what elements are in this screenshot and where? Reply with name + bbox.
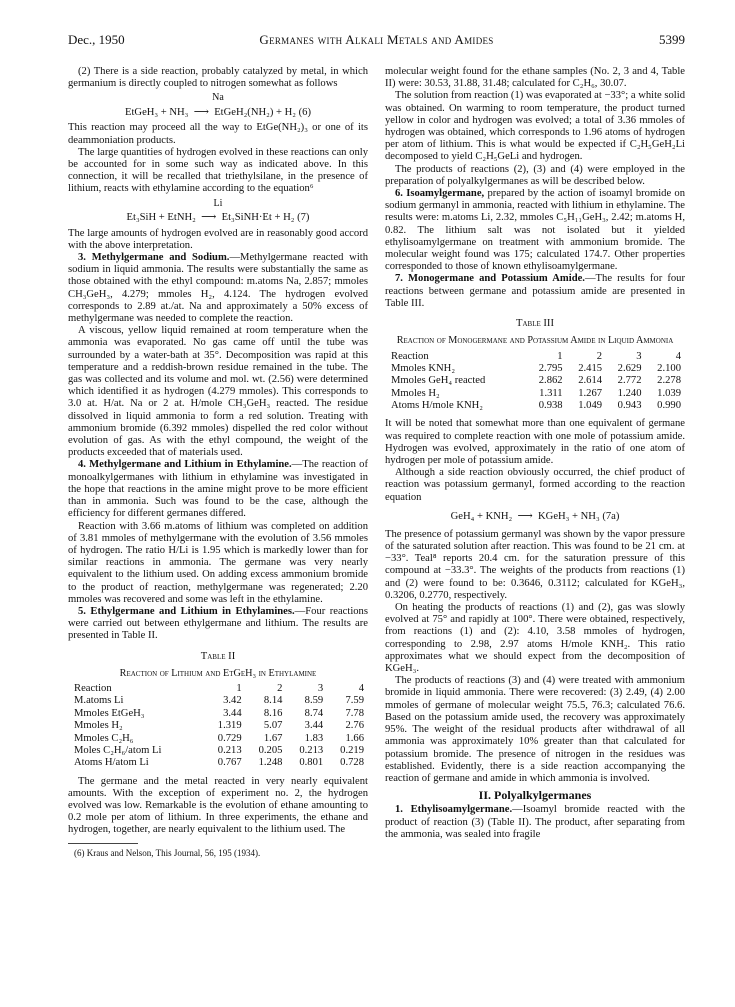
table-2 xyxy=(68,683,368,770)
table-cell: 0.943 xyxy=(617,400,642,412)
left-column xyxy=(68,66,368,859)
table-cell: 2.795 xyxy=(538,362,563,374)
table-cell: 1 xyxy=(557,350,563,362)
equation-rhs: KGeH₃ + NH₃ xyxy=(538,510,600,522)
equation-lhs: GeH₄ + KNH₂ xyxy=(450,510,513,522)
table-cell: 1.240 xyxy=(617,387,642,399)
table-cell: 1.248 xyxy=(258,757,283,769)
paragraph: Although a side reaction obviously occurred, the chief product of reaction was potassium germanyl, formed according to the reaction equation xyxy=(385,467,685,503)
table-cell: 1 xyxy=(236,683,242,695)
section-heading: 1. Ethylisoamylgermane. xyxy=(395,804,513,816)
table-cell: 4 xyxy=(358,683,364,695)
equation-lhs: Et₃SiH + EtNH₂ xyxy=(126,212,196,224)
table-row xyxy=(68,695,368,707)
table-cell: 0.938 xyxy=(538,400,563,412)
section-3: 3. Methylgermane and Sodium.—Methylgermane reacted with sodium in liquid ammonia. The results were substantially the same as those obtained with the ethyl compound: m.atoms Na, 2.857; mmoles CH₃GeH₃, 4.279; mmoles H₂, 4.124. The hydrogen evolved corresponds to 2.89 at./at. Na and approximately a 50% excess of methylgermane was needed to complete the reaction. xyxy=(68,252,369,325)
table-cell: 2.76 xyxy=(345,720,364,732)
table-row xyxy=(385,363,685,375)
equation-number: (7a) xyxy=(602,510,620,522)
paragraph: The products of reactions (3) and (4) were treated with ammonium bromide in liquid ammonia. There were recovered: (3) 2.49, (4) 2.00 mmoles of germane of molecular weight 75.5, 76.3; calculated 76.6. Based on the potassium amide used, the recovery was approximately 95%. The weight of the residual products after withdrawal of all ammonia was approximately 10% greater than that calculated for potassium bromide. The presence of nitrogen in the residues was established. Evidently, there is a side reaction accompanying the reaction of germane and amide in which ammonia is involved. xyxy=(385,675,685,784)
page-number: 5399 xyxy=(659,32,685,47)
table-cell: 3.44 xyxy=(304,720,324,732)
paragraph: A viscous, yellow liquid remained at room temperature when the ammonia was evaporated. No gas came off until the tube was surrounded by a water-bath at 35°. Decomposition was rapid at this temperature and a reddish-brown residue remained in the tube. The gas was collected and its volume and mol. wt. (2.56) were determined which identified it as hydrogen (4.279 mmoles). This corresponds to 3.0 at. H/at. Na or 2 at. H/mole CH₃GeH₃ reacted. The residue dissolved in liquid ammonia to form a red solution. Treating with ammonium bromide (6.392 mmoles) dispelled the red color without evolution of gas. As with the ethyl compound, the weight of the products exceeded that of materials used. xyxy=(68,325,368,459)
equation-7a xyxy=(385,509,685,525)
table-cell: 8.16 xyxy=(263,707,283,719)
table-cell: 0.205 xyxy=(258,744,283,756)
table-cell: 8.74 xyxy=(304,707,324,719)
equation-6 xyxy=(68,92,368,120)
table-row xyxy=(385,388,685,400)
table-cell: 0.729 xyxy=(217,732,242,744)
table-header-row xyxy=(68,683,368,695)
table-row-label: Atoms H/atom Li xyxy=(74,757,149,769)
table-header-row xyxy=(385,350,685,362)
paragraph: The solution from reaction (1) was evaporated at −33°; a white solid was obtained. On warming to room temperature, the product turned yellow in color and hydrogen was evolved; a total of 3.36 mmoles of hydrogen was obtained, which corresponds to 1.96 atoms of hydrogen per atom of lithium. This is what would be expected if C₂H₅GeH₂Li decomposed to yield C₂H₅GeLi and hydrogen. xyxy=(385,90,685,163)
header-date: Dec., 1950 xyxy=(68,32,125,47)
section-heading: 5. Ethylgermane and Lithium in Ethylamines. xyxy=(78,605,295,617)
table-cell: 2.100 xyxy=(657,362,681,374)
equation-rhs: EtGeH₂(NH₂) + H₂ xyxy=(214,107,296,119)
section-heading: 7. Monogermane and Potassium Amide. xyxy=(395,273,585,285)
table-cell: 3 xyxy=(636,350,642,362)
table-cell: 3.42 xyxy=(223,695,242,707)
paragraph: This reaction may proceed all the way to EtGe(NH₂)₃ or one of its deammoniation products. xyxy=(68,122,368,146)
table-row-label: Reaction xyxy=(74,683,112,695)
equation-catalyst: Na xyxy=(212,92,224,104)
table-cell: 0.213 xyxy=(299,744,324,756)
table-3-title: Table III xyxy=(516,318,554,330)
table-cell: 4 xyxy=(675,350,681,362)
equation-lhs: EtGeH₃ + NH₃ xyxy=(125,107,189,119)
equation-number: (6) xyxy=(298,107,311,119)
arrow-icon: ⟶ xyxy=(198,212,219,224)
table-row-label: M.atoms Li xyxy=(74,695,124,707)
table-2-title: Table II xyxy=(200,650,236,662)
table-row-label: Moles C₂H₆/atom Li xyxy=(74,744,162,756)
table-cell: 3.44 xyxy=(223,707,242,719)
table-cell: 1.267 xyxy=(578,387,603,399)
table-cell: 8.14 xyxy=(263,695,283,707)
table-cell: 1.039 xyxy=(657,387,681,399)
table-cell: 2.629 xyxy=(617,362,642,374)
section-heading: 3. Methylgermane and Sodium. xyxy=(78,252,230,264)
table-row xyxy=(385,375,685,387)
paragraph: On heating the products of reactions (1) and (2), gas was slowly evolved at 75° and rapidly at 100°. There were obtained, respectively, from reactions (1) and (2): 4.10, 3.58 mmoles of hydrogen, corresponding to 2.98, 2.97 atoms H/mole KNH₂. This ratio approximates what we should expect from the decomposition of KGeH₃. xyxy=(385,602,685,675)
section-7: 7. Monogermane and Potassium Amide.—The results for four reactions between germane and potassium amide are presented in Table III. xyxy=(385,273,686,309)
equation-catalyst: Li xyxy=(213,197,223,209)
footnote-rule xyxy=(68,843,138,844)
equation-rhs: Et₃SiNH·Et + H₂ xyxy=(221,212,295,224)
section-heading: 6. Isoamylgermane, xyxy=(395,188,485,200)
paragraph: It will be noted that somewhat more than one equivalent of germane was required to complete reaction with one mole of potassium amide. Hydrogen was evolved, approximately in the ratio of one atom of hydrogen per mole of potassium amide. xyxy=(385,418,685,467)
table-cell: 0.990 xyxy=(657,400,681,412)
paragraph: The presence of potassium germanyl was shown by the vapor pressure of the saturated solution after reaction. This was found to be 21 cm. at −33°. Teal⁸ reports 20.4 cm. for the saturation pressure of this compound at −33.3°. The weights of the products from reactions (1) and (2) were found to be: 0.3646, 0.3112; calculated for KGeH₃, 0.3206, 0.2770, respectively. xyxy=(385,528,685,601)
paragraph: Reaction with 3.66 m.atoms of lithium was completed on addition of 3.81 mmoles of methylgermane with the evolution of 3.56 mmoles of hydrogen. The ratio H/Li is 1.95 which is markedly lower than for similar reactions in ammonia. The germane was very nearly equivalent to the lithium used. On adding excess ammonium bromide to the product of reaction, methylgermane was regenerated; 2.20 mmoles was recovered and some was left in the ethylamine. xyxy=(68,520,368,605)
table-cell: 2.772 xyxy=(617,375,642,387)
table-cell: 2 xyxy=(596,350,603,362)
table-cell: 0.801 xyxy=(299,757,324,769)
table-cell: 7.78 xyxy=(345,707,364,719)
table-cell: 1.67 xyxy=(263,732,283,744)
table-cell: 2.614 xyxy=(578,375,603,387)
table-cell: 7.59 xyxy=(345,695,364,707)
table-3-caption: Reaction of Monogermane and Potassium Amide in Liquid Ammonia xyxy=(396,335,674,347)
table-row-label: Mmoles H₂ xyxy=(391,387,440,399)
table-row xyxy=(385,400,685,412)
running-title: Germanes with Alkali Metals and Amides xyxy=(259,32,494,47)
paragraph: The large amounts of hydrogen evolved are in reasonably good accord with the above interpretation. xyxy=(68,227,368,251)
table-cell: 3 xyxy=(317,683,324,695)
table-cell: 0.213 xyxy=(217,744,242,756)
section-6: 6. Isoamylgermane, prepared by the action of isoamyl bromide on sodium germanyl in ammonia, reacted with lithium in ethylamine. The results were: m.atoms Li, 2.32, mmoles C₅H₁₁GeH₃, 2.42; m.atoms H, 0.82. The lithium salt was not isolated but it yielded ethylisoamylgermane on treatment with ammonium bromide. The molecular weight found was 175; calculated 174.7. Other properties corresponded to those of known ethylisoamylgermane. xyxy=(385,188,686,273)
footnote: (6) Kraus and Nelson, This Journal, 56, 195 (1934). xyxy=(74,847,261,858)
table-row-label: Reaction xyxy=(391,350,429,362)
paragraph: The products of reactions (2), (3) and (4) were employed in the preparation of polyalkylgermanes as will be described below. xyxy=(385,163,685,187)
arrow-icon: ⟶ xyxy=(191,107,212,119)
equation-7 xyxy=(68,198,368,226)
table-3 xyxy=(385,350,685,412)
table-cell: 2.862 xyxy=(538,375,563,387)
table-cell: 8.59 xyxy=(304,695,324,707)
table-row-label: Mmoles C₂H₆ xyxy=(74,732,134,744)
table-row xyxy=(68,708,368,720)
arrow-icon: ⟶ xyxy=(514,510,536,522)
table-cell: 2 xyxy=(277,683,283,695)
right-column xyxy=(385,66,685,841)
table-row-label: Atoms H/mole KNH₂ xyxy=(391,400,483,412)
paragraph: molecular weight found for the ethane samples (No. 2, 3 and 4, Table II) were: 30.53, 31.88, 31.48; calculated for C₂H₆, 30.07. xyxy=(385,66,685,90)
table-row-label: Mmoles EtGeH₃ xyxy=(74,707,145,719)
paragraph: The germane and the metal reacted in very nearly equivalent amounts. With the exception of experiment no. 2, the hydrogen evolved was low. Remarkable is the evolution of ethane amounting to 0.2 mole per atom of lithium. In three experiments, the ethane and hydrogen, together, are nearly equivalent to the lithium used. The xyxy=(68,775,368,836)
page-header xyxy=(68,34,685,50)
table-cell: 0.219 xyxy=(340,744,364,756)
table-cell: 0.767 xyxy=(217,757,242,769)
paragraph: (2) There is a side reaction, probably catalyzed by metal, in which germanium is directly coupled to nitrogen somewhat as follows xyxy=(68,66,368,90)
section-1: 1. Ethylisoamylgermane.—Isoamyl bromide reacted with the product of reaction (3) (Table II). The product, after separating from the ammonia, was sealed into fragile xyxy=(385,804,685,840)
section-heading: 4. Methylgermane and Lithium in Ethylamine. xyxy=(78,459,292,471)
section-title: II. Polyalkylgermanes xyxy=(478,788,592,803)
table-2-caption: Reaction of Lithium and EtGeH₃ in Ethylamine xyxy=(119,667,317,679)
table-cell: 1.66 xyxy=(345,732,364,744)
table-cell: 2.415 xyxy=(578,362,603,374)
table-cell: 1.83 xyxy=(304,732,324,744)
table-row xyxy=(68,720,368,732)
table-cell: 1.311 xyxy=(539,387,563,399)
table-row xyxy=(68,757,368,769)
table-row-label: Mmoles KNH₂ xyxy=(391,362,456,374)
table-row xyxy=(68,745,368,757)
equation-number: (7) xyxy=(297,212,310,224)
section-5: 5. Ethylgermane and Lithium in Ethylamines.—Four reactions were carried out between ethylgermane and lithium. The results are presented in Table II. xyxy=(68,605,368,642)
table-cell: 5.07 xyxy=(263,720,283,732)
section-4: 4. Methylgermane and Lithium in Ethylamine.—The reaction of monoalkylgermanes with lithium in ethylamine was investigated in the hope that reactions in the amine might prove to be more efficient than in ammonia. Such was found to be the case, although the efficiency for different germanes differed. xyxy=(68,459,368,520)
table-row-label: Mmoles GeH₄ reacted xyxy=(391,375,486,387)
table-row-label: Mmoles H₂ xyxy=(74,720,123,732)
table-cell: 1.049 xyxy=(578,400,603,412)
table-row xyxy=(68,733,368,745)
table-cell: 2.278 xyxy=(657,375,681,387)
paragraph: The large quantities of hydrogen evolved in these reactions can only be accounted for in some such way as indicated above. In this connection, it will be recalled that triethylsilane, in the presence of lithium, reacts with ethylamine according to the equation⁶ xyxy=(68,146,368,195)
table-cell: 0.728 xyxy=(340,757,364,769)
table-cell: 1.319 xyxy=(217,720,242,732)
